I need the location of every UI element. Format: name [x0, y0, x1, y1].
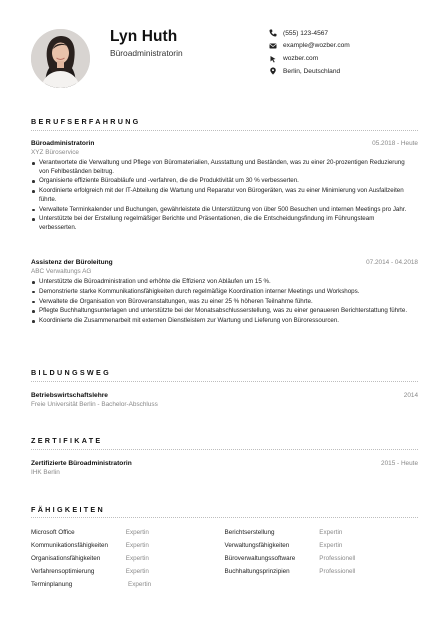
job-2-bullets [31, 278, 409, 327]
job-1-dates: 05.2018 - Heute [372, 140, 418, 147]
skill-level: Expertin [319, 529, 343, 536]
job-1-company: XYZ Büroservice [31, 149, 79, 156]
skill-level: Expertin [128, 581, 152, 588]
skill-name: Kommunikationsfähigkeiten [31, 542, 109, 549]
list-item: Koordinierte erfolgreich mit der IT-Abteilung die Wartung und Reparatur von Bürogeräten, was zu einer Minimierung von Ausfallzeiten führte. [31, 187, 409, 204]
avatar [31, 29, 90, 88]
candidate-title: Büroadministratorin [110, 48, 183, 58]
list-item: Pflegte Buchhaltungsunterlagen und unterstützte bei der Monatsabschlusserstellung, was zu einer genaueren Berichterstattung führte. [31, 307, 409, 316]
skill-name: Verwaltungsfähigkeiten [224, 542, 290, 549]
certificate-issuer: IHK Berlin [31, 469, 60, 476]
education-year: 2014 [403, 392, 418, 399]
experience-divider [31, 130, 418, 131]
skill-name: Buchhaltungsprinzipien [224, 568, 290, 575]
skill-level: Expertin [125, 542, 149, 549]
phone-text: (555) 123-4567 [283, 29, 329, 37]
skill-row [31, 526, 418, 539]
job-2-company: ABC Verwaltungs AG [31, 268, 92, 275]
job-1-header [31, 140, 418, 147]
skills-heading: FÄHIGKEITEN [31, 505, 106, 514]
skill-name: Büroverwaltungssoftware [224, 555, 296, 562]
education-header [31, 392, 418, 399]
skill-row [31, 578, 418, 591]
skill-row [31, 539, 418, 552]
skills-grid [31, 526, 418, 591]
location-text: Berlin, Deutschland [283, 67, 341, 75]
education-degree: Betriebswirtschaftslehre [31, 392, 108, 399]
job-2-dates: 07.2014 - 04.2018 [366, 259, 418, 266]
certificate-name: Zertifizierte Büroadministratorin [31, 460, 132, 467]
skills-divider [31, 517, 418, 518]
contact-website [268, 52, 350, 65]
skill-row [31, 552, 418, 565]
list-item: Verwaltete Terminkalender und Buchungen, gewährleistete die Unterstützung von über 500 Besuchen und internen Meetings pro Jahr. [31, 206, 409, 215]
certificate-dates: 2015 - Heute [381, 460, 418, 467]
skill-level: Professionell [319, 555, 356, 562]
list-item: Verwaltete die Organisation von Büroveranstaltungen, was zu einer 25 % höheren Teilnahme führte. [31, 298, 409, 307]
list-item: Demonstrierte starke Kommunikationsfähigkeiten durch regelmäßige Koordination interner Meetings und Workshops. [31, 288, 409, 297]
skill-name: Verfahrensoptimierung [31, 568, 95, 575]
certificate-header [31, 460, 418, 467]
certificates-divider [31, 449, 418, 450]
candidate-name: Lyn Huth [110, 28, 178, 45]
skill-name: Berichtserstellung [224, 529, 275, 536]
job-2-header [31, 259, 418, 266]
skill-name: Terminplanung [31, 581, 73, 588]
email-icon [268, 41, 277, 50]
contact-email [268, 40, 350, 53]
link-icon [268, 54, 277, 63]
email-link[interactable]: example@wozber.com [283, 42, 350, 50]
education-heading: BILDUNGSWEG [31, 368, 112, 377]
list-item: Organisierte effiziente Büroabläufe und -verfahren, die die Produktivität um 30 % verbesserten. [31, 177, 409, 186]
phone-icon [268, 29, 277, 38]
contact-location [268, 65, 350, 78]
job-1-title: Büroadministratorin [31, 140, 95, 147]
skill-name: Organisationsfähigkeiten [31, 555, 101, 562]
contact-list [268, 27, 350, 78]
skill-level: Expertin [125, 568, 149, 575]
certificates-heading: ZERTIFIKATE [31, 436, 103, 445]
contact-phone [268, 27, 350, 40]
job-1-bullets [31, 159, 409, 234]
skill-level: Expertin [125, 529, 149, 536]
list-item: Koordinierte die Zusammenarbeit mit externen Dienstleistern zur Wartung und Lieferung von Büroressourcen. [31, 317, 409, 326]
skill-level: Professionell [319, 568, 356, 575]
skill-row [31, 565, 418, 578]
education-divider [31, 381, 418, 382]
list-item: Verantwortete die Verwaltung und Pflege von Büromaterialien, Ausstattung und Beständen, was zu einer 20-prozentigen Reduzierung von Fehlbeständen beitrug. [31, 159, 409, 176]
education-school: Freie Universität Berlin - Bachelor-Abschluss [31, 401, 158, 408]
portrait-photo [31, 29, 90, 88]
job-2-title: Assistenz der Büroleitung [31, 259, 113, 266]
list-item: Unterstützte bei der Erstellung regelmäßiger Berichte und Präsentationen, die die Entscheidungsfindung im Führungsteam verbesserten. [31, 215, 409, 232]
experience-heading: BERUFSERFAHRUNG [31, 117, 141, 126]
skill-level: Expertin [319, 542, 343, 549]
location-icon [268, 67, 277, 76]
skill-level: Expertin [125, 555, 149, 562]
website-link[interactable]: wozber.com [283, 55, 319, 63]
skill-name: Microsoft Office [31, 529, 75, 536]
list-item: Unterstützte die Büroadministration und erhöhte die Effizienz von Abläufen um 15 %. [31, 278, 409, 287]
